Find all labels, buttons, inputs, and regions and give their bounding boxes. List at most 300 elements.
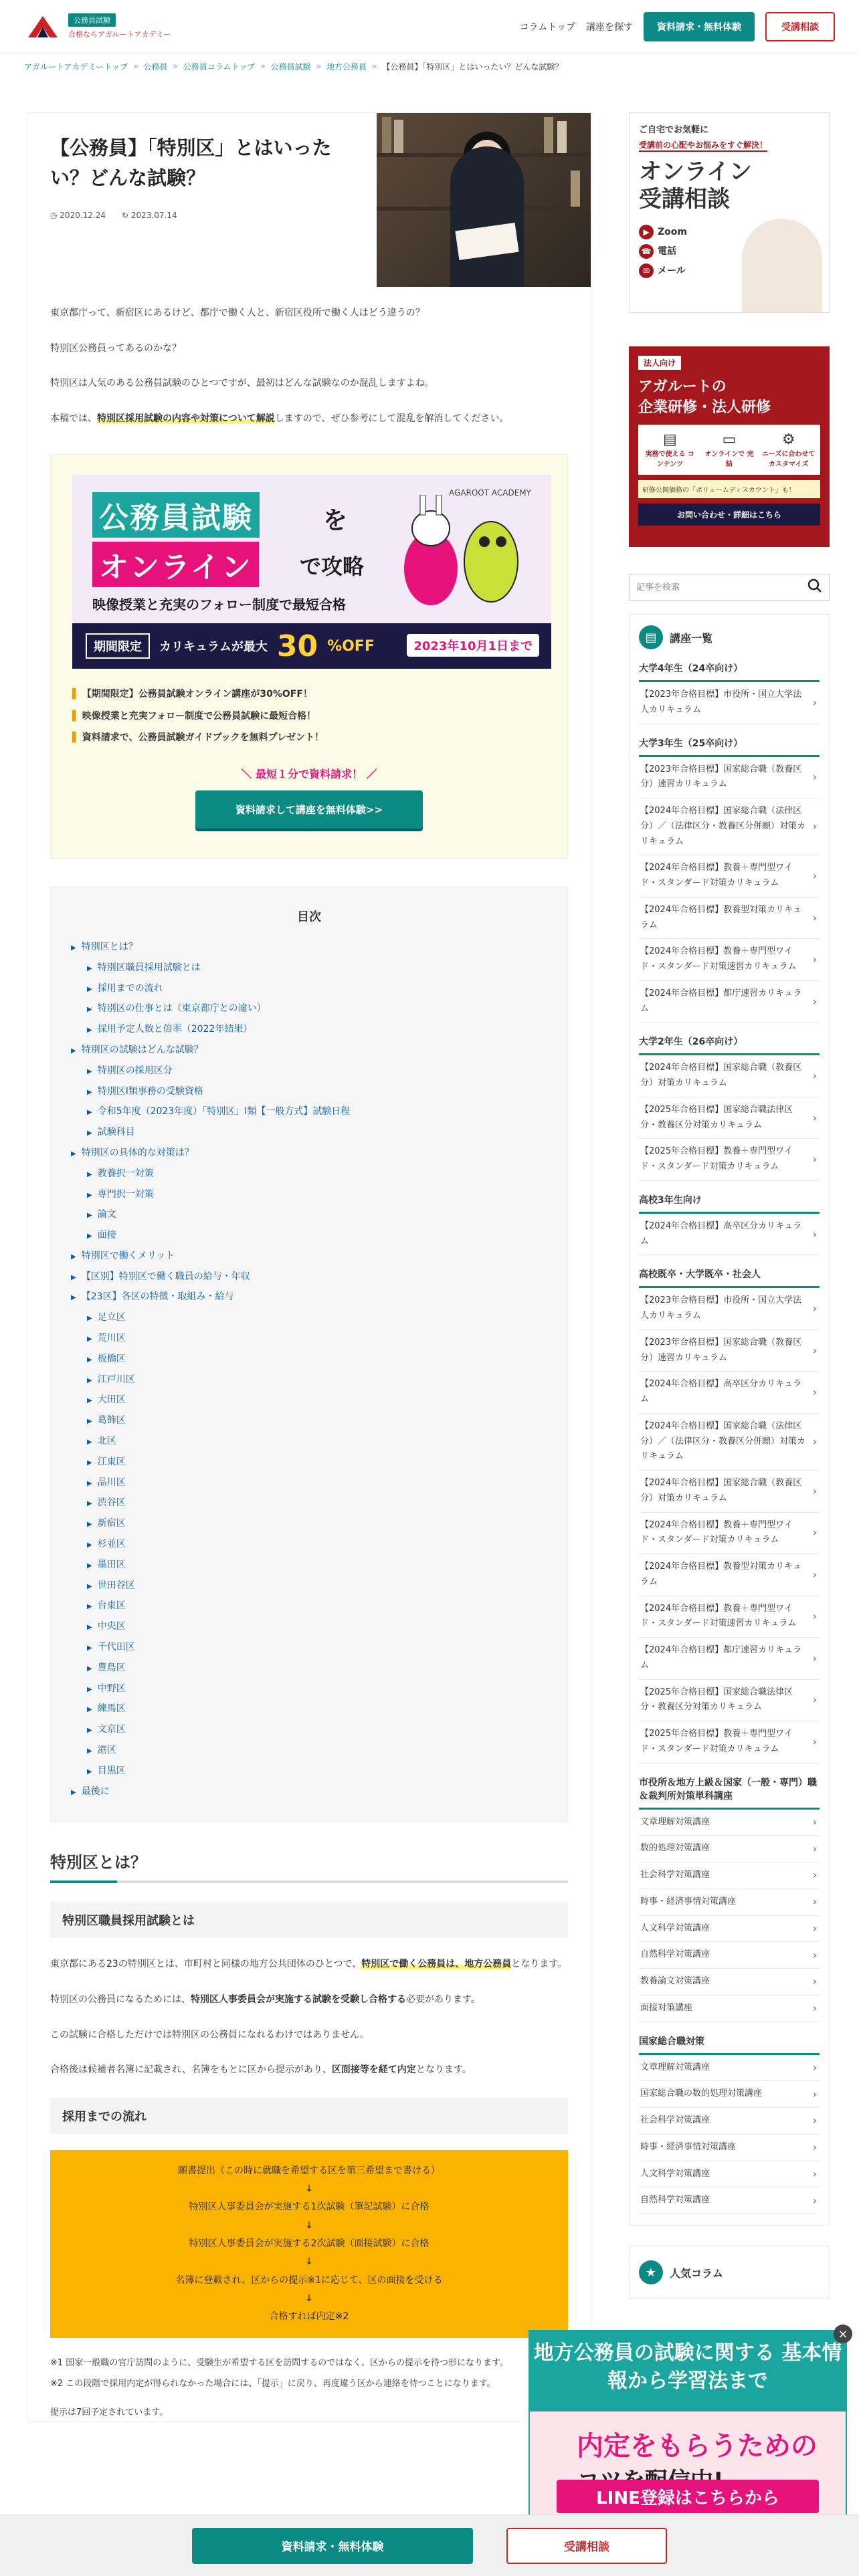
course-link[interactable]: 【2024年合格目標】高卒区分カリキュラム › — [639, 1214, 820, 1256]
course-link[interactable]: 教養論文対策講座 › — [639, 1969, 820, 1996]
toc-item[interactable] — [71, 1719, 547, 1740]
section-heading: 特別区とは？ — [50, 1849, 568, 1883]
online-consult-line2: 受講前の心配やお悩みをすぐ解決！ — [639, 139, 767, 152]
footnote: ※1 国家一般職の官庁訪問のように、受験生が希望する区を訪問するのではなく、区からの提示を待つ形になります。 — [50, 2358, 508, 2369]
corporate-title1: アガルートの — [638, 379, 727, 395]
toc-item-label: 足立区 — [97, 1312, 126, 1323]
caret-right-icon: ▶ — [87, 1191, 92, 1199]
course-link[interactable]: 【2024年合格目標】都庁速習カリキュラム › — [639, 1638, 820, 1680]
toc-item[interactable] — [71, 1679, 547, 1699]
course-group-heading: 大学4年生（24卒向け） — [639, 661, 820, 682]
promo-banner-logo: AGAROOT ACADEMY — [449, 488, 531, 498]
course-link[interactable]: 社会科学対策講座 › — [639, 2108, 820, 2135]
toc-item-label: 特別区の仕事とは（東京都庁との違い） — [97, 1003, 266, 1014]
course-link[interactable]: 人文科学対策講座 › — [639, 1916, 820, 1943]
zoom-option-label: Zoom — [658, 226, 687, 237]
corporate-feature — [761, 431, 816, 468]
course-link[interactable]: 国家総合職の数的処理対策講座 › — [639, 2081, 820, 2108]
breadcrumb-item[interactable]: 公務員コラムトップ — [183, 62, 256, 72]
hiring-flow-box — [50, 2150, 568, 2339]
caret-right-icon: ▶ — [87, 1397, 92, 1405]
course-link[interactable]: 【2024年合格目標】教養型対策カリキュラム › — [639, 897, 820, 940]
search-input[interactable] — [636, 582, 783, 593]
toc-item[interactable] — [71, 1143, 547, 1164]
caret-right-icon: ▶ — [87, 1747, 92, 1755]
toc-item-label: 特別区の具体的な対策は？ — [81, 1147, 194, 1158]
promo-list-text: 資料請求で、公務員試験ガイドブックを無料プレゼント！ — [82, 732, 324, 743]
breadcrumb-current: 【公務員】「特別区」とはいったい？どんな試験？ — [382, 62, 563, 72]
toc-item[interactable] — [71, 1555, 547, 1576]
toc-item-label: 令和5年度（2023年度）「特別区」I類【一般方式】試験日程 — [97, 1106, 351, 1117]
phone-icon: ☎ — [639, 244, 654, 259]
caret-right-icon: ▶ — [87, 1109, 92, 1117]
caret-right-icon: ▶ — [87, 1006, 92, 1014]
promo-list-text: 映像授業と充実フォロー制度で公務員試験に最短合格！ — [82, 710, 316, 722]
course-link[interactable]: 【2024年合格目標】教養＋専門型ワイド・スタンダード対策カリキュラム › — [639, 855, 820, 897]
caret-right-icon: ▶ — [87, 1212, 92, 1220]
toc-item[interactable] — [71, 1019, 547, 1040]
article — [27, 112, 591, 2422]
arrow-down-icon: ↓ — [305, 2292, 313, 2304]
updated-date — [122, 211, 177, 220]
arrow-down-icon: ↓ — [305, 2220, 313, 2231]
search-box — [629, 574, 830, 601]
toc-item-label: 北区 — [97, 1436, 116, 1447]
online-consult-banner[interactable] — [629, 112, 830, 313]
course-link[interactable]: 時事・経済事情対策講座 › — [639, 1889, 820, 1916]
course-group-heading: 大学2年生（26卒向け） — [639, 1035, 820, 1055]
toc-item[interactable] — [71, 1658, 547, 1679]
toc-item-label: 特別区で働くメリット — [81, 1250, 175, 1261]
published-date-value: 2020.12.24 — [60, 210, 106, 220]
promo-cta-note: ＼ 最短１分で資料請求！ ／ — [241, 767, 377, 780]
subsection-heading: 特別区職員採用試験とは — [50, 1902, 568, 1938]
arrow-down-icon: ↓ — [305, 2183, 313, 2195]
caret-right-icon: ▶ — [87, 1356, 92, 1364]
promo-list-text: 【期間限定】公務員試験オンライン講座が30%OFF！ — [82, 689, 312, 700]
promo-banner-off: %OFF — [327, 637, 375, 655]
caret-right-icon: ▶ — [87, 1562, 92, 1570]
popular-columns — [629, 2246, 830, 2299]
article-title: 【公務員】「特別区」とはいったい？どんな試験？ — [50, 136, 332, 189]
course-group-heading: 国家総合職対策 — [639, 2034, 820, 2055]
site-header — [0, 0, 859, 53]
caret-right-icon: ▶ — [87, 1665, 92, 1673]
table-of-contents — [50, 887, 568, 1822]
toc-item[interactable] — [71, 1493, 547, 1513]
intro-highlight: 特別区採用試験の内容や対策について解説 — [97, 413, 275, 424]
caret-right-icon: ▶ — [87, 1644, 92, 1652]
corporate-feature — [642, 431, 698, 468]
caret-right-icon: ▶ — [71, 1150, 76, 1158]
toc-item[interactable] — [71, 1081, 547, 1102]
course-link[interactable]: 【2024年合格目標】教養＋専門型ワイド・スタンダード対策速習カリキュラム › — [639, 1596, 820, 1638]
body-highlight: 特別区で働く公務員は、地方公務員 — [361, 1959, 512, 1970]
header-request-button[interactable]: 資料請求・無料体験 — [644, 12, 755, 41]
course-link[interactable]: 【2024年合格目標】国家総合職（法律区分）／（法律区分・教養区分併願）対策カリキュラム › — [639, 798, 820, 855]
toc-item[interactable] — [71, 1740, 547, 1761]
toc-item-label: 江戸川区 — [97, 1374, 135, 1385]
toc-item[interactable] — [71, 1761, 547, 1782]
customize-icon: ⚙ — [781, 431, 795, 448]
promo-banner-deadline: 2023年10月1日まで — [407, 634, 539, 657]
corporate-title2: 企業研修・法人研修 — [638, 399, 771, 416]
sidebar — [629, 112, 830, 2299]
caret-right-icon: ▶ — [87, 1459, 92, 1467]
toc-item[interactable] — [71, 1061, 547, 1081]
toc-item[interactable] — [71, 1596, 547, 1616]
caret-right-icon: ▶ — [71, 1047, 76, 1055]
line-popup-headline: 内定をもらうための — [577, 2431, 818, 2462]
flow-step: 合格すれば内定※2 — [269, 2311, 349, 2323]
toc-item[interactable] — [71, 998, 547, 1019]
breadcrumb-item[interactable]: 公務員試験 — [270, 62, 311, 72]
intro-paragraph: 特別区公務員ってあるのかな？ — [50, 342, 181, 354]
toc-item-label: 特別区職員採用試験とは — [97, 962, 201, 973]
toc-item[interactable] — [71, 1390, 547, 1410]
bullet-icon: ▌ — [72, 689, 80, 700]
course-link[interactable]: 【2025年合格目標】教養＋専門型ワイド・スタンダード対策カリキュラム › — [639, 1139, 820, 1181]
toc-item-label: 特別区の試験はどんな試験？ — [81, 1044, 203, 1055]
flow-step: 特別区人事委員会が実施する2次試験（面接試験）に合格 — [189, 2238, 430, 2249]
header-nav — [520, 12, 835, 41]
toc-item-label: 千代田区 — [97, 1642, 135, 1653]
toc-item-label: 豊島区 — [97, 1662, 126, 1673]
agaroot-logo-icon — [24, 13, 62, 40]
line-register-button[interactable]: LINE登録はこちらから — [557, 2480, 819, 2513]
caret-right-icon: ▶ — [87, 1541, 92, 1549]
body-text: 必要があります。 — [406, 1994, 480, 2005]
corporate-note: 研修公開価格の「ボリュームディスカウント」も！ — [638, 480, 820, 498]
breadcrumb — [0, 53, 859, 79]
toc-item-label: 目黒区 — [97, 1765, 126, 1776]
popular-columns-title: 人気コラム — [670, 2266, 723, 2280]
course-link[interactable]: 【2024年合格目標】教養＋専門型ワイド・スタンダード対策カリキュラム › — [639, 1513, 820, 1555]
promo-banner-subtitle: 映像授業と充実のフォロー制度で最短合格 — [92, 597, 346, 613]
content-icon: ▤ — [662, 431, 677, 448]
toc-item-label: 論文 — [97, 1209, 116, 1220]
clock-icon: ◷ — [50, 210, 60, 220]
caret-right-icon: ▶ — [87, 1685, 92, 1693]
caret-right-icon: ▶ — [87, 1582, 92, 1590]
sticky-consult-button[interactable]: 受講相談 — [506, 2528, 667, 2564]
online-consult-title1: オンライン — [639, 158, 752, 185]
toc-item[interactable] — [71, 1513, 547, 1534]
nav-find-course[interactable]: 講座を探す — [586, 21, 633, 33]
course-group-heading: 高校既卒・大学既卒・社会人 — [639, 1267, 820, 1288]
nav-column-top[interactable]: コラムトップ — [519, 21, 575, 33]
toc-item-label: 面接 — [97, 1230, 116, 1241]
caret-right-icon: ▶ — [87, 985, 92, 993]
course-link[interactable]: 【2024年合格目標】国家総合職（教養区分）対策カリキュラム › — [639, 1055, 820, 1097]
line-popup-header: 地方公務員の試験に関する 基本情報から学習法まで — [530, 2331, 846, 2411]
course-link[interactable]: 【2024年合格目標】教養型対策カリキュラム › — [639, 1554, 820, 1596]
toc-item-label: 杉並区 — [97, 1539, 126, 1550]
toc-list — [71, 937, 547, 1802]
toc-item[interactable] — [71, 1534, 547, 1555]
toc-item[interactable] — [71, 1328, 547, 1349]
breadcrumb-item[interactable]: 公務員 — [143, 62, 168, 72]
toc-item-label: 【区別】特別区で働く職員の給与・年収 — [81, 1271, 250, 1282]
flow-step: 名簿に登載され、区からの提示※1に応じて、区の面接を受ける — [175, 2274, 443, 2286]
toc-item[interactable] — [71, 1699, 547, 1719]
caret-right-icon: ▶ — [87, 1603, 92, 1611]
course-link[interactable]: 【2024年合格目標】都庁速習カリキュラム › — [639, 981, 820, 1023]
toc-item-label: 大田区 — [97, 1394, 126, 1406]
mail-option-label: メール — [658, 265, 686, 277]
course-link[interactable]: 【2023年合格目標】国家総合職（教養区分）速習カリキュラム › — [639, 757, 820, 799]
promo-box — [50, 454, 568, 859]
toc-item[interactable] — [71, 1307, 547, 1328]
promo-list-item — [72, 727, 546, 748]
toc-item[interactable] — [71, 1616, 547, 1637]
breadcrumb-separator: » — [173, 62, 178, 71]
promo-banner-title1: 公務員試験 — [92, 492, 260, 538]
intro-paragraph: 東京都庁って、新宿区にあるけど、都庁で働く人と、新宿区役所で働く人はどう違うの？ — [50, 308, 425, 318]
video-icon: ▶ — [639, 225, 654, 239]
caret-right-icon: ▶ — [87, 1315, 92, 1323]
caret-right-icon: ▶ — [87, 1418, 92, 1426]
intro-text: 本稿では、 — [50, 413, 97, 424]
toc-item-label: 世田谷区 — [97, 1580, 135, 1591]
course-link[interactable]: 【2025年合格目標】国家総合職法律区分・教養区分対策カリキュラム › — [639, 1680, 820, 1722]
toc-item-label: 専門択一対策 — [97, 1188, 154, 1200]
course-group-heading: 市役所＆地方上級＆国家（一般・専門）職＆裁判所対策単科講座 — [639, 1776, 820, 1810]
course-list — [629, 614, 830, 2226]
toc-item[interactable] — [71, 1287, 547, 1307]
corporate-feature-label: ニーズに合わせて カスタマイズ — [761, 451, 816, 468]
course-link[interactable]: 【2024年合格目標】国家総合職（法律区分）／（法律区分・教養区分併願）対策カリキュラム › — [639, 1414, 820, 1471]
body-bold: 特別区人事委員会が実施する試験を受験し合格する — [191, 1994, 406, 2005]
caret-right-icon: ▶ — [87, 1727, 92, 1735]
toc-item[interactable] — [71, 1164, 547, 1184]
consultant-photo — [742, 219, 822, 312]
bullet-icon: ▌ — [72, 710, 80, 722]
body-text: 東京都にある23の特別区とは、市町村と同様の地方公共団体のひとつで、 — [50, 1959, 362, 1970]
toc-item[interactable] — [71, 1637, 547, 1658]
breadcrumb-item[interactable]: 地方公務員 — [326, 62, 367, 72]
toc-item[interactable] — [71, 1267, 547, 1287]
course-list-title: 講座一覧 — [670, 631, 713, 645]
promo-list-item — [72, 706, 546, 727]
phone-option-label: 電話 — [658, 245, 676, 257]
intro-paragraph — [50, 410, 568, 428]
toc-title: 目次 — [297, 909, 321, 924]
caret-right-icon: ▶ — [87, 964, 92, 972]
caret-right-icon: ▶ — [71, 1294, 76, 1302]
course-link[interactable]: 数的処理対策講座 › — [639, 1836, 820, 1862]
sticky-request-button[interactable]: 資料請求・無料体験 — [192, 2528, 473, 2564]
course-link[interactable]: 【2023年合格目標】市役所・国立大学法人カリキュラム › — [639, 682, 820, 724]
body-text: となります。 — [415, 2064, 472, 2076]
caret-right-icon: ▶ — [87, 1170, 92, 1178]
mascot-characters-icon — [391, 495, 524, 609]
caret-right-icon: ▶ — [87, 1088, 92, 1096]
arrow-down-icon: ↓ — [305, 2256, 313, 2268]
toc-item-label: 墨田区 — [97, 1559, 126, 1570]
breadcrumb-separator: » — [133, 62, 138, 71]
toc-item-label: 中野区 — [97, 1683, 126, 1694]
body-paragraph: この試験に合格しただけでは特別区の公務員になれるわけではありません。 — [50, 2029, 369, 2040]
toc-item[interactable] — [71, 1122, 547, 1143]
toc-item-label: 採用予定人数と倍率（2022年結果） — [97, 1024, 253, 1035]
toc-item-label: 特別区の採用区分 — [97, 1065, 173, 1076]
article-hero-image — [377, 113, 591, 287]
toc-item[interactable] — [71, 1040, 547, 1061]
caret-right-icon: ▶ — [87, 1500, 92, 1508]
toc-item[interactable] — [71, 1410, 547, 1431]
corporate-training-banner[interactable] — [629, 346, 830, 547]
sticky-cta-bar — [0, 2514, 859, 2576]
toc-item-label: 特別区とは？ — [81, 941, 138, 952]
footnote: 提示は7回予定されています。 — [50, 2407, 169, 2418]
course-group-heading: 大学3年生（25卒向け） — [639, 736, 820, 757]
intro-text: しますので、ぜひ参考にして混乱を解消してください。 — [274, 413, 509, 424]
header-consult-button[interactable]: 受講相談 — [765, 12, 835, 41]
caret-right-icon: ▶ — [87, 1438, 92, 1446]
promo-banner-title1b: を — [323, 507, 348, 535]
corporate-feature-label: オンラインで 完結 — [704, 451, 754, 468]
toc-item[interactable] — [71, 1184, 547, 1205]
course-link[interactable]: 自然科学対策講座 › — [639, 1942, 820, 1969]
breadcrumb-separator: » — [316, 62, 321, 71]
toc-item[interactable] — [71, 1431, 547, 1452]
site-logo[interactable] — [24, 13, 171, 40]
course-link[interactable]: 文章理解対策講座 › — [639, 2055, 820, 2082]
body-text: となります。 — [511, 1959, 567, 1970]
updated-date-value: 2023.07.14 — [130, 210, 177, 220]
course-group-heading: 高校3年生向け — [639, 1193, 820, 1214]
corporate-tag: 法人向け — [638, 356, 681, 370]
toc-item[interactable] — [71, 1473, 547, 1493]
toc-item[interactable] — [71, 978, 547, 999]
toc-item-label: 渋谷区 — [97, 1497, 126, 1509]
course-link[interactable]: 自然科学対策講座 › — [639, 2187, 820, 2214]
body-paragraph — [50, 1955, 568, 1973]
breadcrumb-separator: » — [260, 62, 266, 71]
corporate-cta: お問い合わせ・詳細はこちら — [638, 504, 820, 526]
course-link[interactable]: 【2025年合格目標】教養＋専門型ワイド・スタンダード対策カリキュラム › — [639, 1721, 820, 1763]
promo-banner-tag: 期間限定 — [86, 633, 150, 659]
toc-item-label: 葛飾区 — [97, 1415, 126, 1426]
line-register-popup[interactable] — [529, 2330, 847, 2524]
course-link[interactable]: 文章理解対策講座 › — [639, 1810, 820, 1836]
course-link[interactable]: 人文科学対策講座 › — [639, 2161, 820, 2188]
body-bold: 区面接等を経て内定 — [331, 2064, 416, 2076]
logo-badge: 公務員試験 — [68, 13, 116, 27]
caret-right-icon: ▶ — [87, 1067, 92, 1075]
caret-right-icon: ▶ — [87, 1130, 92, 1138]
search-icon[interactable] — [807, 578, 822, 596]
bullet-icon: ▌ — [72, 732, 80, 743]
promo-banner-title2: オンライン — [92, 542, 259, 587]
caret-right-icon: ▶ — [87, 1376, 92, 1384]
logo-tagline: 合格ならアガルートアカデミー — [68, 30, 171, 39]
laptop-icon: ▭ — [722, 431, 737, 448]
course-link[interactable]: 社会科学対策講座 › — [639, 1862, 820, 1889]
toc-item[interactable] — [71, 1782, 547, 1802]
promo-request-button[interactable]: 資料請求して講座を無料体験>> — [195, 790, 423, 829]
toc-item[interactable] — [71, 1101, 547, 1122]
caret-right-icon: ▶ — [71, 1273, 76, 1281]
caret-right-icon: ▶ — [87, 1027, 92, 1035]
caret-right-icon: ▶ — [71, 1788, 76, 1796]
toc-item-label: 新宿区 — [97, 1518, 126, 1529]
online-consult-title2: 受講相談 — [639, 185, 730, 213]
caret-right-icon: ▶ — [87, 1479, 92, 1487]
promo-banner[interactable] — [72, 475, 551, 669]
toc-item[interactable] — [71, 1349, 547, 1370]
promo-banner-percent: 30 — [276, 629, 318, 663]
body-paragraph — [50, 1991, 568, 2009]
footnote: ※2 この段階で採用内定が得られなかった場合には、「提示」に戻り、再度違う区から連絡を待つことになります。 — [50, 2379, 496, 2389]
course-link[interactable]: 【2025年合格目標】国家総合職法律区分・教養区分対策カリキュラム › — [639, 1097, 820, 1140]
toc-item[interactable] — [71, 1246, 547, 1267]
toc-item[interactable] — [71, 1576, 547, 1596]
toc-item[interactable] — [71, 1225, 547, 1246]
promo-banner-title2b: で攻略 — [300, 554, 365, 580]
subsection-heading: 採用までの流れ — [50, 2098, 568, 2134]
toc-item-label: 最後に — [81, 1786, 110, 1797]
toc-item-label: 【23区】各区の特徴・取組み・給与 — [81, 1291, 234, 1303]
toc-item-label: 特別区I類事務の受験資格 — [97, 1085, 203, 1097]
course-link[interactable]: 面接対策講座 › — [639, 1996, 820, 2022]
corporate-feature — [702, 431, 757, 468]
toc-item[interactable] — [71, 1370, 547, 1390]
toc-item-label: 練馬区 — [97, 1703, 126, 1715]
toc-item-label: 教養択一対策 — [97, 1168, 154, 1179]
breadcrumb-item[interactable]: アガルートアカデミートップ — [24, 62, 128, 72]
caret-right-icon: ▶ — [87, 1232, 92, 1241]
caret-right-icon: ▶ — [87, 1335, 92, 1344]
promo-banner-bar-text: カリキュラムが最大 — [159, 640, 268, 655]
course-link[interactable]: 【2024年合格目標】国家総合職（教養区分）対策カリキュラム › — [639, 1471, 820, 1513]
book-icon: ▤ — [639, 625, 663, 649]
course-link[interactable]: 【2024年合格目標】高卒区分カリキュラム › — [639, 1372, 820, 1414]
caret-right-icon: ▶ — [87, 1624, 92, 1632]
body-text: 合格後は候補者名簿に記載され、名簿をもとに区から提示があり、 — [50, 2064, 332, 2076]
caret-right-icon: ▶ — [71, 1253, 76, 1261]
toc-item-label: 採用までの流れ — [97, 982, 163, 994]
toc-item[interactable] — [71, 958, 547, 978]
toc-item-label: 試験科目 — [97, 1127, 135, 1138]
course-link[interactable]: 【2023年合格目標】国家総合職（教養区分）速習カリキュラム › — [639, 1330, 820, 1372]
caret-right-icon: ▶ — [87, 1521, 92, 1529]
toc-item[interactable] — [71, 1452, 547, 1473]
toc-item-label: 港区 — [97, 1745, 116, 1756]
caret-right-icon: ▶ — [87, 1767, 92, 1776]
article-dates — [50, 211, 363, 220]
course-list-header — [639, 625, 820, 649]
caret-right-icon: ▶ — [71, 944, 76, 952]
breadcrumb-separator: » — [372, 62, 377, 71]
toc-item-label: 江東区 — [97, 1456, 126, 1467]
caret-right-icon: ▶ — [87, 1706, 92, 1714]
course-link[interactable]: 【2023年合格目標】市役所・国立大学法人カリキュラム › — [639, 1288, 820, 1330]
course-link[interactable]: 【2024年合格目標】教養＋専門型ワイド・スタンダード対策速習カリキュラム › — [639, 939, 820, 981]
body-paragraph — [50, 2061, 568, 2079]
toc-item-label: 品川区 — [97, 1477, 126, 1488]
promo-list — [72, 683, 546, 748]
popular-icon: ★ — [639, 2260, 663, 2284]
toc-item-label: 文京区 — [97, 1724, 126, 1735]
toc-item[interactable] — [71, 1204, 547, 1225]
course-link[interactable]: 時事・経済事情対策講座 › — [639, 2135, 820, 2161]
toc-item[interactable] — [71, 937, 547, 958]
intro-paragraph: 特別区は人気のある公務員試験のひとつですが、最初はどんな試験なのか混乱しますよね。 — [50, 378, 434, 389]
flow-step: 特別区人事委員会が実施する1次試験（筆記試験）に合格 — [189, 2202, 430, 2213]
close-icon[interactable]: × — [834, 2325, 852, 2343]
